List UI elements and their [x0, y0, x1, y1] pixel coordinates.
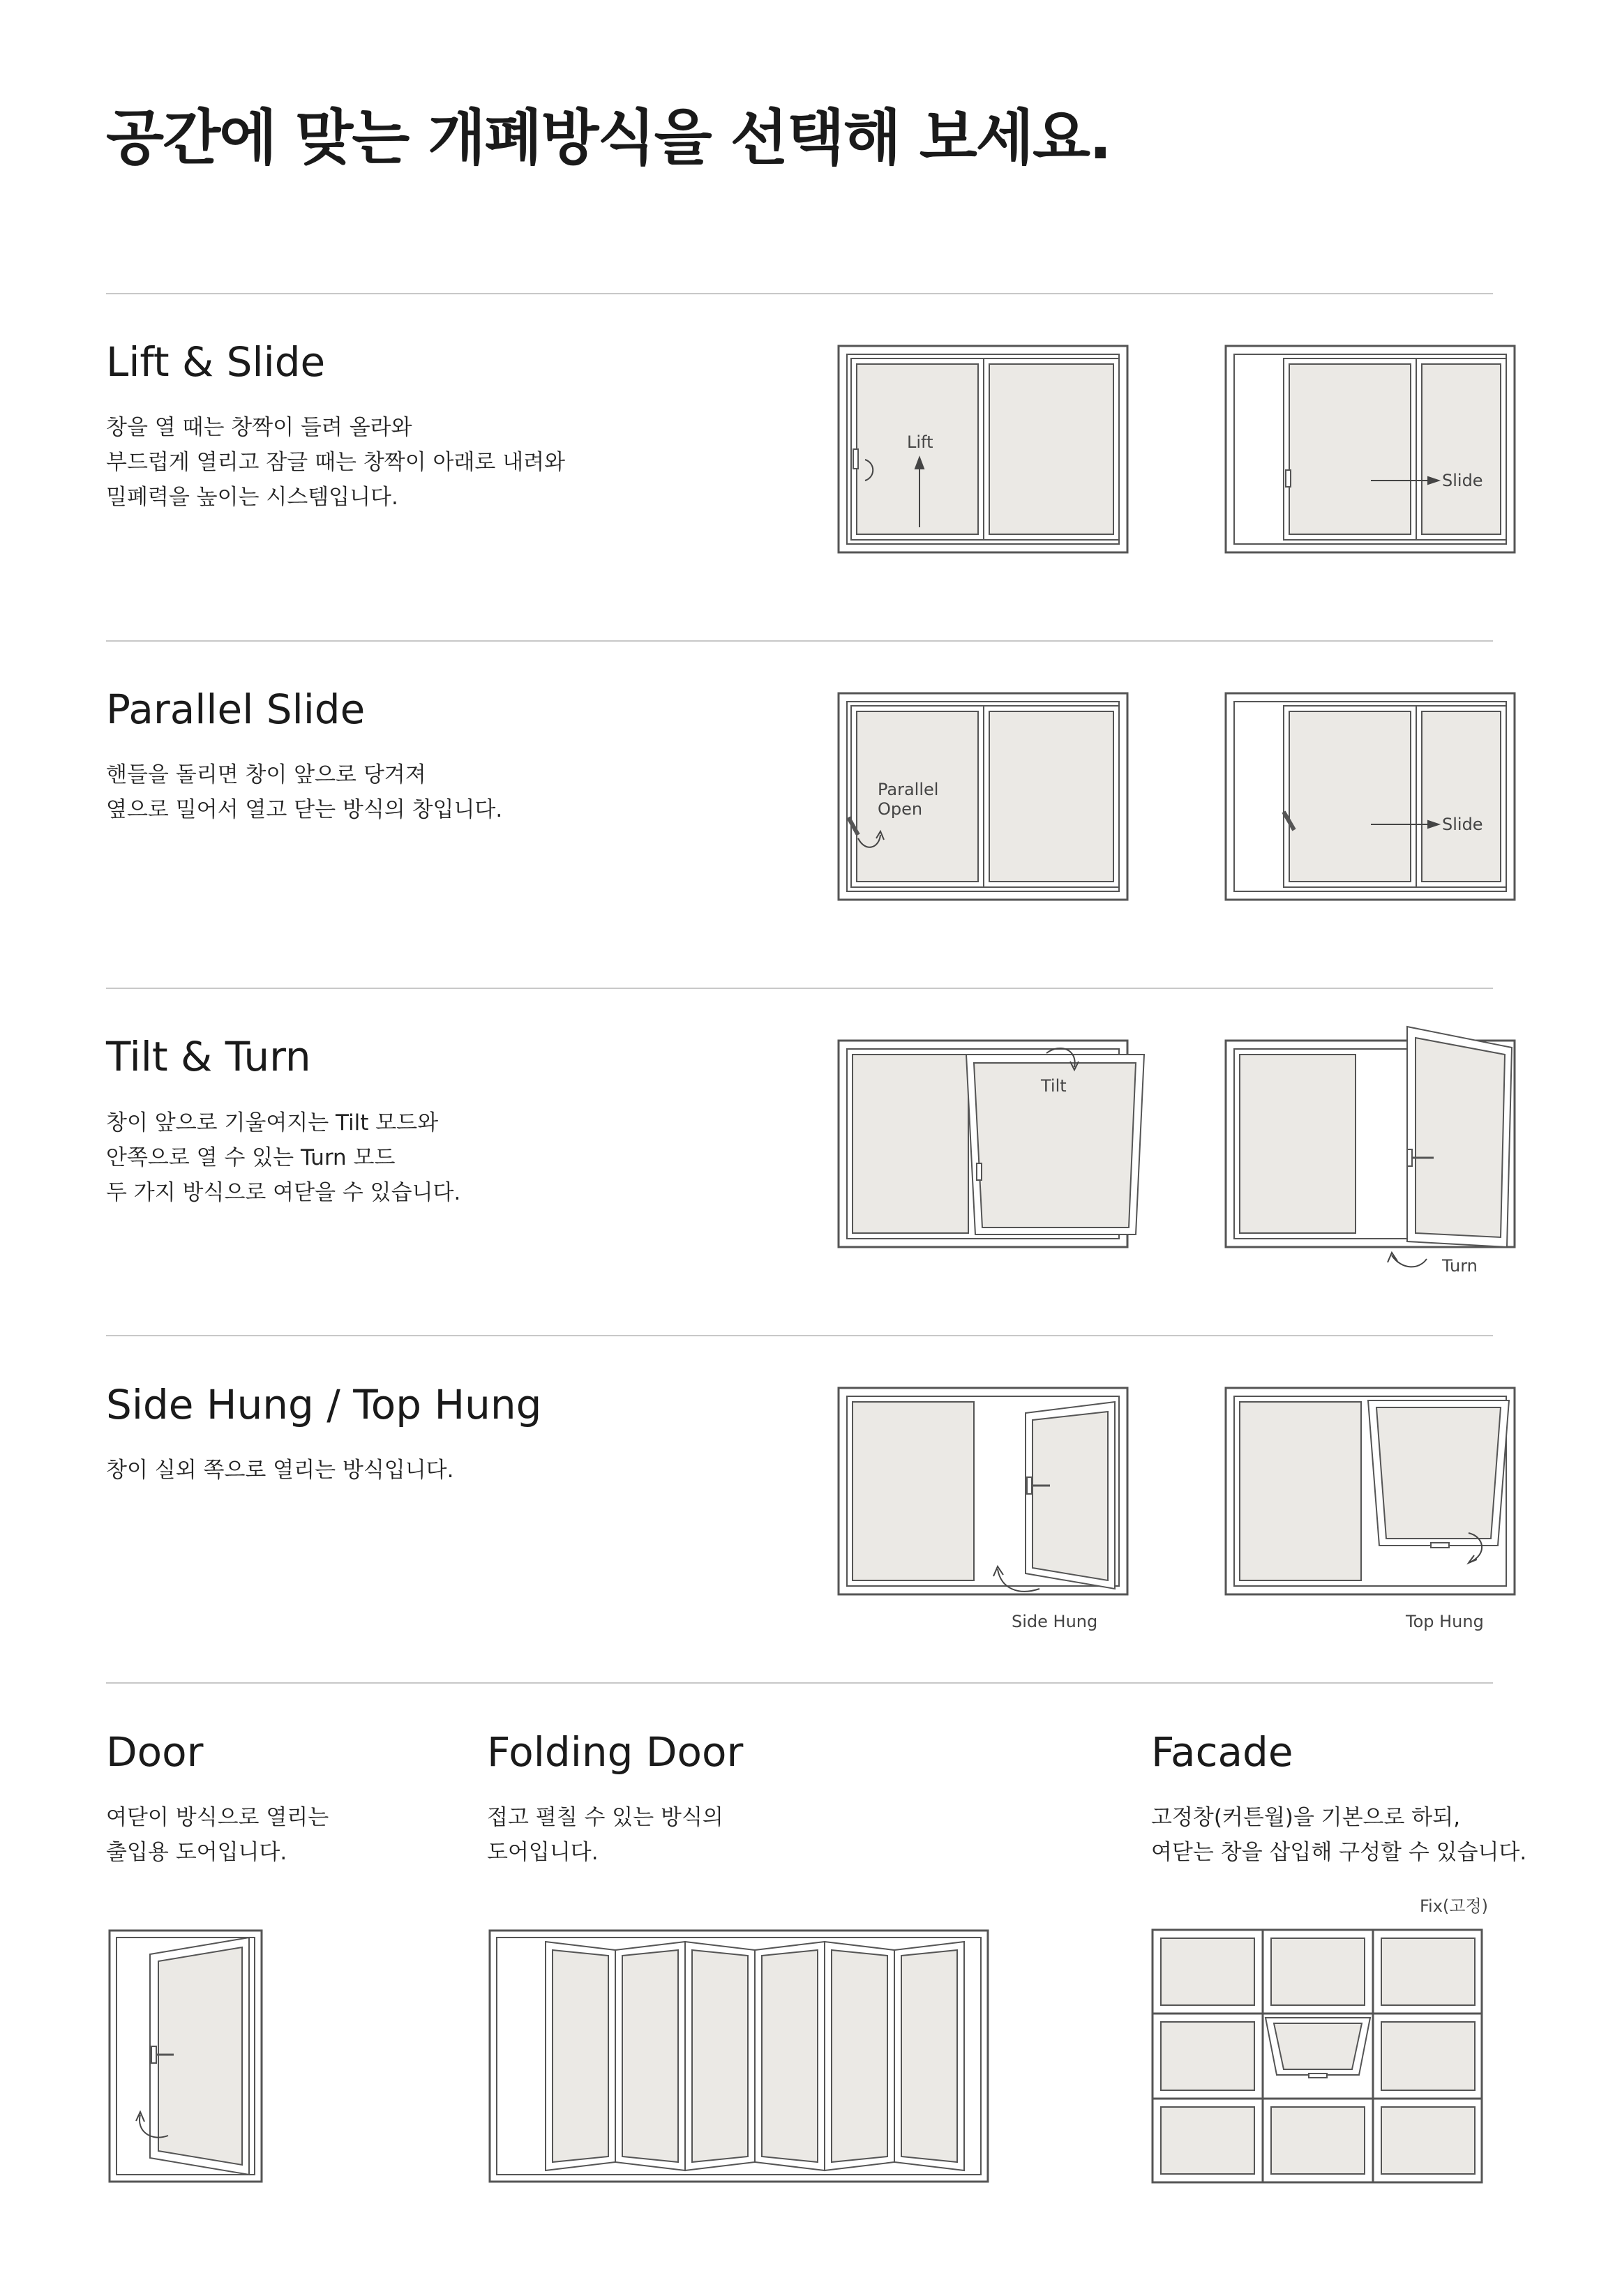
parallel-slide-diagram [1224, 692, 1517, 905]
handle-icon [1431, 1543, 1449, 1548]
desc-line: 부드럽게 열리고 잠글 때는 창짝이 아래로 내려와 [106, 450, 566, 475]
fix-label: Fix(고정) [1420, 1896, 1489, 1916]
folding-panel [755, 1942, 825, 2170]
desc-line: 핸들을 돌리면 창이 앞으로 당겨져 [106, 762, 426, 787]
parallel-slide-description [106, 757, 502, 827]
desc-line: 창을 열 때는 창짝이 들려 올라와 [106, 415, 412, 440]
handle-icon [151, 2046, 156, 2063]
folding-panel [894, 1942, 964, 2170]
top-hung-diagram [1224, 1387, 1517, 1645]
glass-pane [1376, 1407, 1501, 1539]
folding-panel [825, 1942, 894, 2170]
handle-icon [1286, 470, 1291, 487]
fixed-pane [1240, 1402, 1361, 1580]
section-divider [106, 1335, 1493, 1336]
fixed-pane [1271, 1938, 1365, 2005]
tilt-turn-title: Tilt & Turn [106, 1033, 311, 1080]
side-hung-label: Side Hung [1012, 1612, 1098, 1631]
desc-line: 두 가지 방식으로 여닫을 수 있습니다. [106, 1180, 461, 1205]
section-divider [106, 1682, 1493, 1684]
desc-line: 여닫이 방식으로 열리는 [106, 1805, 329, 1830]
glass-pane [158, 1947, 242, 2165]
glass-pane [1289, 711, 1411, 882]
facade-description [1151, 1800, 1526, 1870]
fixed-pane [1381, 2107, 1475, 2174]
folding-panel [685, 1942, 755, 2170]
slide-label: Slide [1442, 815, 1483, 834]
desc-line: 고정창(커튼월)을 기본으로 하되, [1151, 1805, 1461, 1830]
fixed-pane [1381, 1938, 1475, 2005]
facade-diagram [1151, 1894, 1489, 2187]
section-divider [106, 293, 1493, 294]
glass-pane [1274, 2023, 1362, 2069]
facade-title: Facade [1151, 1728, 1293, 1776]
folding-door-diagram [488, 1929, 991, 2184]
tilt-turn-description [106, 1105, 460, 1210]
glass-pane [1422, 711, 1501, 882]
fixed-pane [1161, 1938, 1254, 2005]
glass-pane [1033, 1412, 1108, 1580]
top-hung-label: Top Hung [1406, 1612, 1484, 1631]
handle-icon [1309, 2074, 1327, 2078]
slide-diagram [1224, 345, 1517, 557]
turn-label: Turn [1442, 1256, 1478, 1276]
fixed-pane [1240, 1055, 1356, 1233]
handle-icon [853, 449, 858, 469]
side-hung-diagram [837, 1387, 1130, 1645]
glass-pane [989, 711, 1113, 882]
fixed-pane [1381, 2022, 1475, 2090]
page-title: 공간에 맞는 개폐방식을 선택해 보세요. [106, 103, 1111, 173]
glass-pane [1416, 1038, 1505, 1237]
desc-line: 밀폐력을 높이는 시스템입니다. [106, 485, 398, 510]
door-diagram [108, 1929, 265, 2184]
glass-pane [1422, 364, 1501, 534]
desc-line: 여닫는 창을 삽입해 구성할 수 있습니다. [1151, 1840, 1527, 1865]
tilt-label: Tilt [1041, 1076, 1067, 1096]
folding-panel [615, 1942, 685, 2170]
fixed-pane [853, 1055, 968, 1233]
parallel-open-diagram [837, 692, 1130, 905]
slide-label: Slide [1442, 471, 1483, 490]
section-divider [106, 988, 1493, 989]
folding-door-title: Folding Door [487, 1728, 744, 1776]
door-description [106, 1800, 329, 1870]
parallel-slide-title: Parallel Slide [106, 686, 366, 733]
desc-line: 옆으로 밀어서 열고 닫는 방식의 창입니다. [106, 797, 503, 822]
door-title: Door [106, 1728, 204, 1776]
lift-label: Lift [907, 432, 933, 452]
side-top-hung-title: Side Hung / Top Hung [106, 1381, 542, 1428]
lift-diagram [837, 345, 1130, 557]
folding-door-description [487, 1800, 723, 1870]
glass-pane [1289, 364, 1411, 534]
side-top-hung-description [106, 1453, 453, 1488]
desc-line: 도어입니다. [487, 1840, 599, 1865]
tilt-diagram [837, 1039, 1144, 1252]
fixed-pane [1161, 2022, 1254, 2090]
desc-line: 창이 실외 쪽으로 열리는 방식입니다. [106, 1458, 454, 1483]
folding-panel [546, 1942, 615, 2170]
handle-icon [1027, 1477, 1032, 1494]
desc-line: 창이 앞으로 기울여지는 Tilt 모드와 [106, 1110, 439, 1135]
fixed-pane [1161, 2107, 1254, 2174]
desc-line: 접고 펼칠 수 있는 방식의 [487, 1805, 723, 1830]
handle-icon [977, 1163, 982, 1180]
lift-slide-description [106, 410, 565, 515]
turn-arrow-icon [1388, 1253, 1427, 1267]
section-divider [106, 640, 1493, 642]
desc-line: 출입용 도어입니다. [106, 1840, 287, 1865]
fixed-pane [853, 1402, 974, 1580]
turn-diagram [1224, 1025, 1517, 1283]
fixed-pane [1271, 2107, 1365, 2174]
desc-line: 안쪽으로 열 수 있는 Turn 모드 [106, 1145, 396, 1170]
parallel-label: Parallel [878, 780, 939, 799]
open-label: Open [878, 799, 923, 819]
glass-pane [989, 364, 1113, 534]
handle-icon [1407, 1149, 1412, 1166]
lift-slide-title: Lift & Slide [106, 338, 326, 386]
